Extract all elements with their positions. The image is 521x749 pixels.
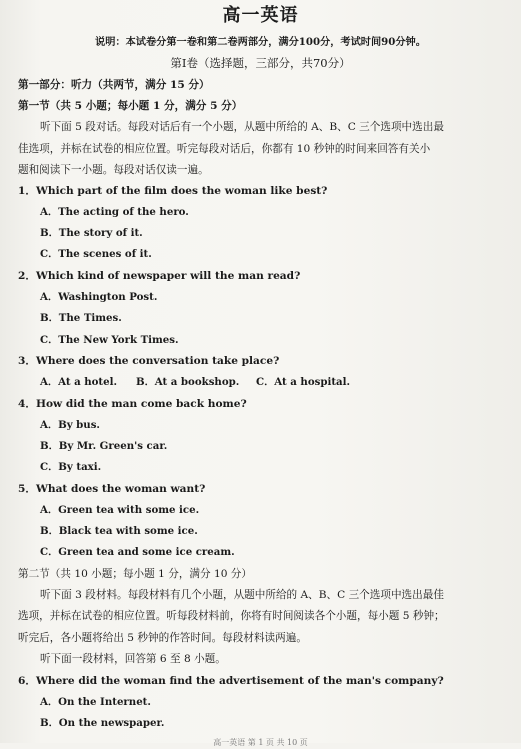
question-option: B．The Times.	[40, 312, 122, 324]
question-option: A．By bus.	[40, 419, 100, 431]
volume-heading: 第I卷（选择题，三部分，共70分）	[170, 56, 351, 70]
section1-intro-line: 题和阅读下一小题。每段对话仅读一遍。	[18, 164, 209, 176]
question-option: A．At a hotel.	[40, 376, 118, 388]
question-option: A．Washington Post.	[40, 291, 158, 303]
page-footer: 高一英语 第 1 页 共 10 页	[213, 738, 308, 747]
section1-heading: 第一节（共 5 小题；每小题 1 分，满分 5 分）	[18, 100, 243, 112]
question-option: B．By Mr. Green's car.	[40, 440, 168, 452]
question-option: B．On the newspaper.	[40, 717, 165, 729]
question-option: B．The story of it.	[40, 227, 143, 239]
question-option: A．On the Internet.	[40, 696, 151, 708]
section2-heading: 第二节（共 10 小题；每小题 1 分，满分 10 分）	[18, 568, 252, 580]
exam-instructions: 说明：本试卷分第一卷和第二卷两部分，满分100分，考试时间90分钟。	[95, 36, 426, 48]
question-option: C．By taxi.	[40, 461, 102, 473]
question-stem: 2．Which kind of newspaper will the man read?	[18, 270, 301, 282]
section2-subheading: 听下面一段材料，回答第 6 至 8 小题。	[40, 653, 226, 665]
exam-title: 高一英语	[222, 5, 299, 26]
question-option: A．Green tea with some ice.	[40, 504, 200, 516]
question-stem: 3．Where does the conversation take place?	[18, 355, 280, 367]
section1-intro-line: 听下面 5 段对话。每段对话后有一个小题，从题中所给的 A、B、C 三个选项中选出最	[40, 121, 444, 133]
question-option: B．Black tea with some ice.	[40, 525, 198, 537]
question-option: C．At a hospital.	[256, 376, 351, 388]
question-option: C．The New York Times.	[40, 334, 179, 346]
section1-intro-line: 佳选项，并标在试卷的相应位置。听完每段对话后，你都有 10 秒钟的时间来回答有关小	[18, 143, 431, 155]
question-stem: 1．Which part of the film does the woman like best?	[18, 185, 328, 197]
question-option: B．At a bookshop.	[136, 376, 240, 388]
question-stem: 5．What does the woman want?	[18, 483, 206, 495]
section2-intro-line: 选项，并标在试卷的相应位置。听每段材料前，你将有时间阅读各个小题，每小题 5 秒钟；	[18, 610, 445, 622]
section2-intro-line: 听完后，各小题将给出 5 秒钟的作答时间。每段材料读两遍。	[18, 632, 307, 644]
question-option: C．Green tea and some ice cream.	[40, 546, 235, 558]
question-stem: 4．How did the man come back home?	[18, 398, 247, 410]
question-option: A．The acting of the hero.	[40, 206, 189, 218]
question-stem: 6．Where did the woman find the advertisement of the man's company?	[18, 675, 444, 687]
part1-heading: 第一部分：听力（共两节，满分 15 分）	[18, 79, 210, 91]
section2-intro-line: 听下面 3 段材料。每段材料有几个小题，从题中所给的 A、B、C 三个选项中选出最佳	[40, 589, 444, 601]
question-option: C．The scenes of it.	[40, 248, 152, 260]
